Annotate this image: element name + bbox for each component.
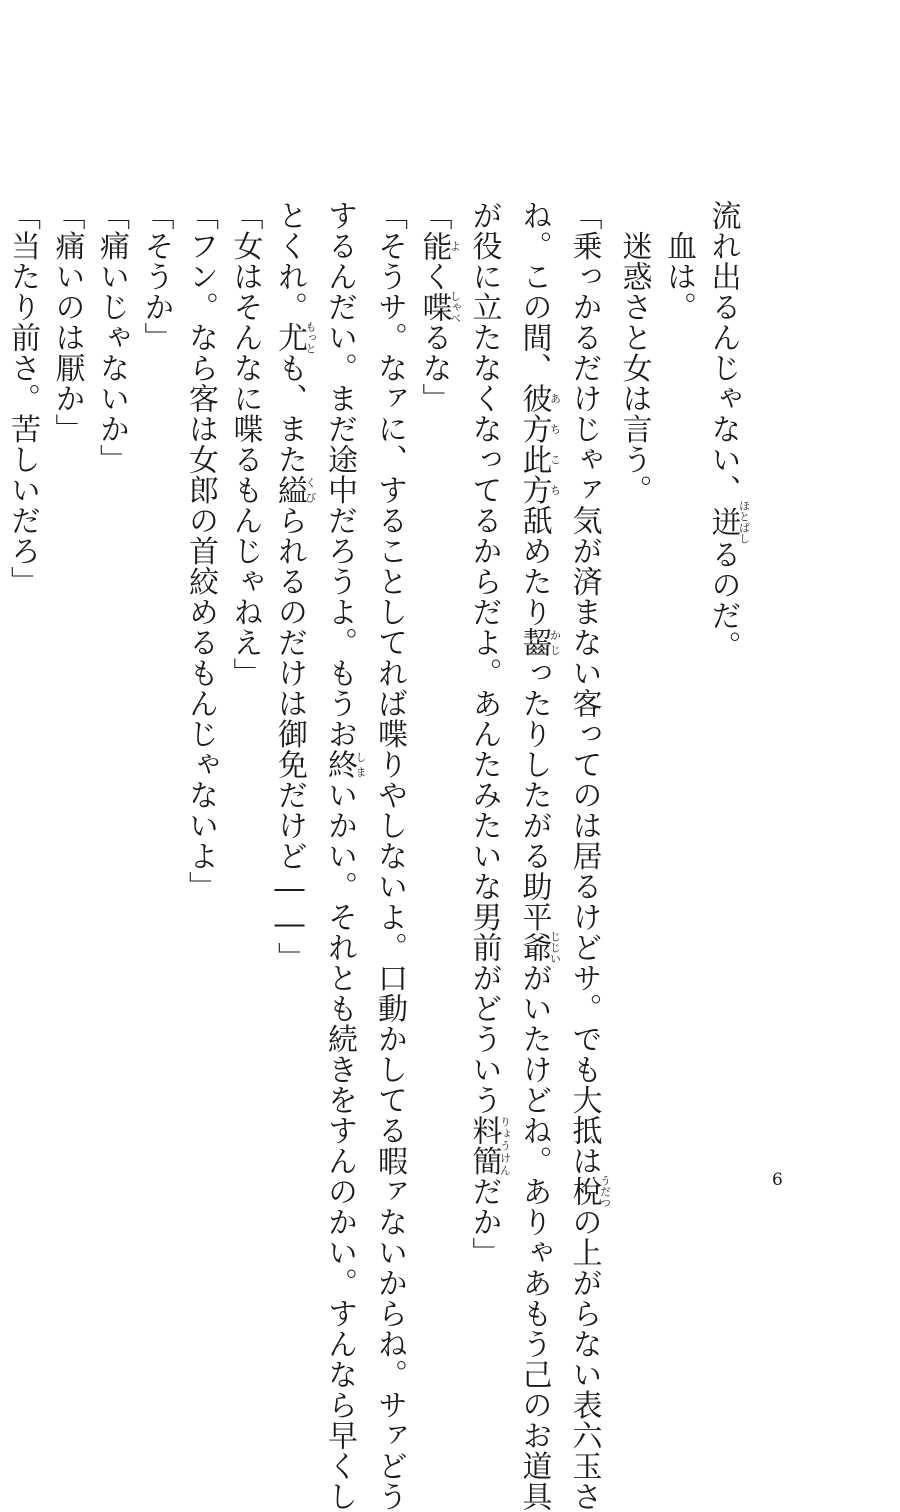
ruby-annotated-word: 終しま bbox=[322, 749, 367, 780]
furigana: よ bbox=[448, 230, 462, 261]
text-run: 迷惑さと女は言う。 bbox=[616, 230, 652, 505]
text-run: 「痛いじゃないか」 bbox=[94, 200, 129, 475]
ruby-annotated-word: 彼方此方あちこち bbox=[516, 383, 562, 505]
ruby-annotated-word: 迸ほとばし bbox=[705, 500, 751, 544]
furigana: あちこち bbox=[548, 383, 562, 505]
text-line bbox=[178, 200, 223, 1200]
text-run: も、また bbox=[272, 352, 307, 475]
text-run: 舐めたり bbox=[516, 505, 552, 627]
furigana: くび bbox=[304, 474, 317, 505]
ruby-annotated-word: 爺じじい bbox=[516, 930, 562, 964]
text-run: 血は。 bbox=[661, 230, 696, 322]
text-run: 流れ出るんじゃない、 bbox=[705, 200, 741, 505]
text-line bbox=[267, 200, 317, 1200]
text-run: 「乗っかるだけじゃァ気が済まない客ってのは居るけどサ。でも大抵は bbox=[566, 200, 602, 1176]
text-line bbox=[700, 200, 750, 1200]
ruby-annotated-word: 縊くび bbox=[272, 474, 317, 505]
text-line bbox=[461, 200, 512, 1268]
text-run: とくれ。 bbox=[272, 200, 307, 322]
furigana: かじ bbox=[548, 627, 562, 658]
text-line bbox=[611, 200, 656, 1200]
text-run: が役に立たなくなってるからだよ。あんたみたいな男前がどういう bbox=[466, 200, 502, 1115]
text-run: 「フン。なら客は女郎の首絞めるもんじゃないよ」 bbox=[183, 200, 218, 902]
vertical-text-body bbox=[0, 200, 751, 1512]
furigana: りょうけん bbox=[498, 1115, 512, 1176]
text-line bbox=[656, 200, 701, 1200]
text-run: 「当たり前さ。苦しいだろ」 bbox=[5, 200, 40, 597]
text-run: 「女はそんなに喋るもんじゃねえ」 bbox=[227, 200, 263, 688]
text-run: するんだい。まだ途中だろうよ。もうお bbox=[322, 200, 357, 749]
ruby-annotated-word: 齧かじ bbox=[516, 627, 562, 658]
text-run: だか」 bbox=[466, 1176, 502, 1268]
text-line bbox=[44, 200, 89, 1200]
text-run: られるのだけは御免だけど――」 bbox=[272, 505, 307, 973]
text-run: いかい。それとも続きをすんのかい。すんなら早くし bbox=[322, 779, 357, 1512]
text-run: 「 bbox=[416, 200, 452, 231]
text-line bbox=[411, 200, 461, 1200]
text-run: 「痛いのは厭か」 bbox=[49, 200, 85, 444]
text-line bbox=[511, 200, 562, 1512]
furigana: うだつ bbox=[598, 1174, 612, 1208]
text-run: がいたけどね。ありゃあもう己のお道具 bbox=[516, 962, 552, 1512]
text-line bbox=[0, 200, 44, 1200]
furigana: ほとばし bbox=[737, 500, 751, 544]
ruby-annotated-word: 能よ bbox=[416, 230, 462, 261]
ruby-annotated-word: 喋しゃべ bbox=[416, 290, 462, 324]
text-run: 「そうサ。なァに、することしてれば喋りやしないよ。口動かしてる暇ァないからね。サァどう bbox=[372, 200, 407, 1512]
furigana: しま bbox=[354, 749, 367, 780]
furigana: もっと bbox=[304, 320, 317, 354]
text-line bbox=[89, 200, 134, 1200]
ruby-annotated-word: 料簡りょうけん bbox=[466, 1115, 512, 1176]
text-line bbox=[133, 200, 178, 1200]
page-number: 6 bbox=[772, 1170, 783, 1190]
text-run: るのだ。 bbox=[705, 539, 741, 661]
text-run: く bbox=[416, 261, 452, 292]
text-run: ね。この間、 bbox=[516, 200, 552, 383]
text-line bbox=[367, 200, 412, 1512]
ruby-annotated-word: 梲うだつ bbox=[566, 1174, 612, 1208]
text-line bbox=[222, 200, 267, 1200]
text-run: るな」 bbox=[416, 322, 452, 414]
furigana: しゃべ bbox=[448, 290, 462, 324]
text-run: 「そうか」 bbox=[138, 200, 174, 353]
ruby-annotated-word: 尤もっと bbox=[272, 320, 317, 354]
text-run: の上がらない表六玉さ bbox=[566, 1206, 602, 1512]
furigana: じじい bbox=[548, 930, 562, 964]
text-run: ったりしたがる助平 bbox=[516, 657, 552, 932]
text-line bbox=[561, 200, 612, 1512]
text-line bbox=[317, 200, 367, 1512]
